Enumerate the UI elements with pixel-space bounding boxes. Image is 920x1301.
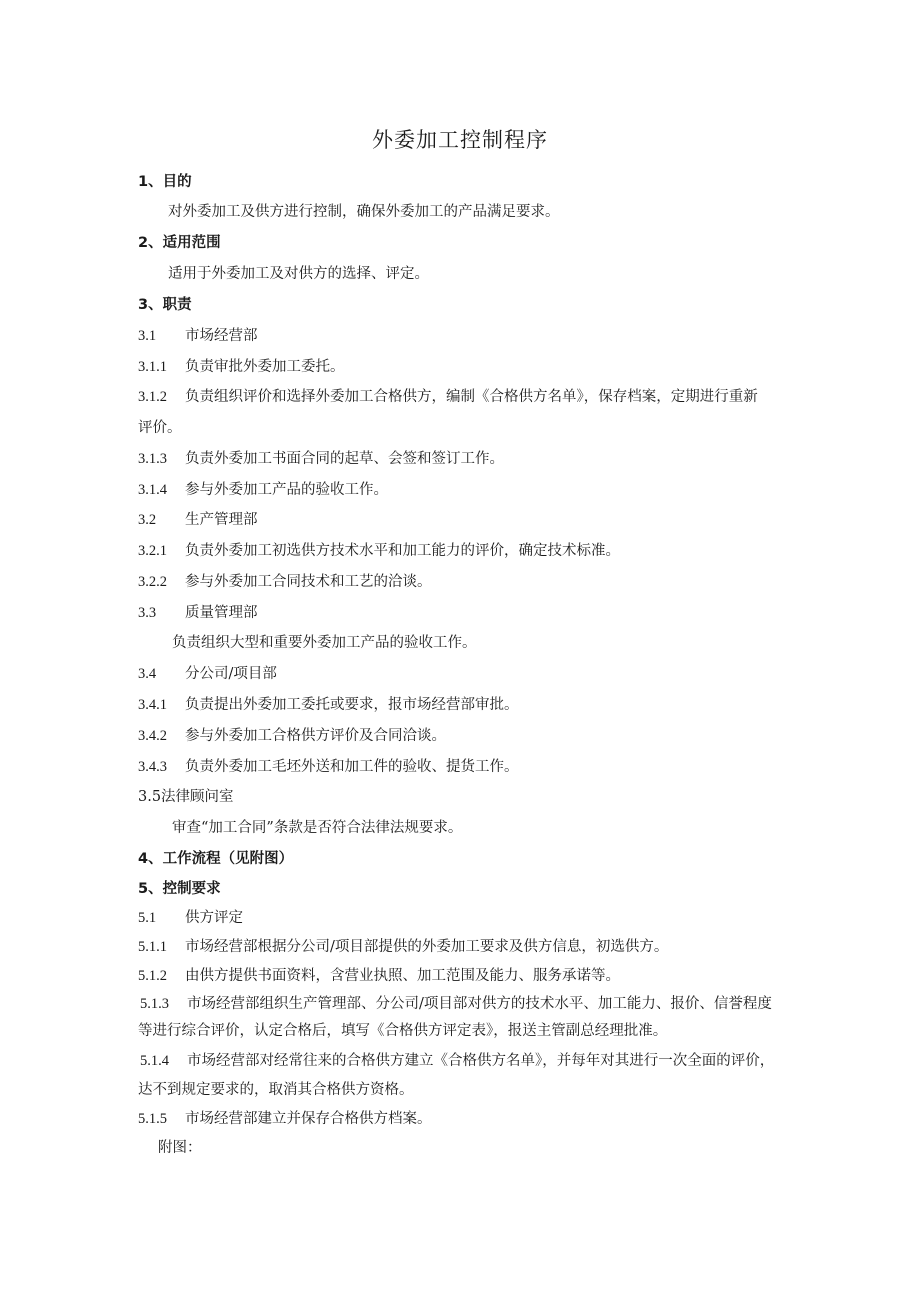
- item-3-1-3: [138, 449, 504, 469]
- item-5-1-2: [138, 966, 620, 986]
- item-number: 5.1.2: [138, 968, 167, 984]
- item-number: 3.1: [138, 328, 157, 344]
- item-text: 市场经营部: [185, 328, 258, 344]
- section-2-body: 适用于外委加工及对供方的选择、评定。: [168, 266, 429, 282]
- item-text: 市场经营部组织生产管理部、分公司/项目部对供方的技术水平、加工能力、报价、信誉程度: [187, 996, 772, 1012]
- item-3-1-2-continued: 评价。: [138, 420, 182, 436]
- item-3-5-body: 审查“加工合同”条款是否符合法律法规要求。: [172, 820, 463, 836]
- item-5-1-4-continued: 达不到规定要求的，取消其合格供方资格。: [138, 1082, 414, 1098]
- section-3-heading: 3、职责: [138, 297, 192, 313]
- item-3-3-body: 负责组织大型和重要外委加工产品的验收工作。: [172, 635, 477, 651]
- item-5-1-3-continued: 等进行综合评价，认定合格后，填写《合格供方评定表》，报送主管副总经理批准。: [138, 1023, 668, 1039]
- item-5-1-3: [140, 994, 772, 1014]
- item-number: 3.4: [138, 666, 157, 682]
- item-3-5: 3.5法律顾问室: [138, 789, 234, 805]
- item-3-1-2: [138, 387, 758, 407]
- item-text: 市场经营部根据分公司/项目部提供的外委加工要求及供方信息，初选供方。: [185, 939, 669, 955]
- item-5-1-4: [140, 1051, 774, 1071]
- item-number: 3.2.1: [138, 543, 167, 559]
- item-number: 3.4.2: [138, 728, 167, 744]
- item-number: 3.3: [138, 605, 157, 621]
- item-number: 3.4.3: [138, 759, 167, 775]
- item-3-4-1: [138, 695, 519, 715]
- document-title: 外委加工控制程序: [372, 128, 548, 152]
- item-text: 由供方提供书面资料，含营业执照、加工范围及能力、服务承诺等。: [185, 968, 620, 984]
- section-2-heading: 2、适用范围: [138, 235, 221, 251]
- item-3-2-2: [138, 572, 432, 592]
- item-text: 负责审批外委加工委托。: [185, 359, 345, 375]
- item-3-1-4: [138, 480, 388, 500]
- item-number: 3.1.2: [138, 389, 167, 405]
- item-text: 负责外委加工初选供方技术水平和加工能力的评价，确定技术标准。: [185, 543, 620, 559]
- item-3-4-3: [138, 757, 519, 777]
- item-3-1: [138, 326, 258, 346]
- item-5-1-1: [138, 937, 668, 957]
- item-text: 分公司/项目部: [185, 666, 277, 682]
- item-3-2: [138, 510, 258, 530]
- item-text: 市场经营部建立并保存合格供方档案。: [185, 1111, 432, 1127]
- item-text: 参与外委加工产品的验收工作。: [185, 482, 388, 498]
- item-number: 3.2: [138, 512, 157, 528]
- item-3-4: [138, 664, 277, 684]
- item-number: 5.1.1: [138, 939, 167, 955]
- item-3-3: [138, 603, 258, 623]
- item-text: 负责外委加工书面合同的起草、会签和签订工作。: [185, 451, 504, 467]
- item-text: 参与外委加工合格供方评价及合同洽谈。: [185, 728, 446, 744]
- item-3-4-2: [138, 726, 446, 746]
- section-4-heading: 4、工作流程（见附图）: [138, 851, 294, 867]
- section-1-body: 对外委加工及供方进行控制，确保外委加工的产品满足要求。: [168, 204, 560, 220]
- item-number: 5.1.3: [140, 996, 169, 1012]
- item-number: 3.1.4: [138, 482, 167, 498]
- section-5-heading: 5、控制要求: [138, 881, 221, 897]
- appendix-label: 附图：: [158, 1140, 202, 1156]
- item-text: 供方评定: [185, 910, 243, 926]
- item-5-1: [138, 908, 243, 928]
- item-text: 市场经营部对经常往来的合格供方建立《合格供方名单》，并每年对其进行一次全面的评价，: [187, 1053, 775, 1069]
- item-number: 3.1.1: [138, 359, 167, 375]
- item-number: 5.1: [138, 910, 157, 926]
- item-text: 质量管理部: [185, 605, 258, 621]
- item-text: 负责提出外委加工委托或要求，报市场经营部审批。: [185, 697, 519, 713]
- item-number: 3.4.1: [138, 697, 167, 713]
- item-text: 参与外委加工合同技术和工艺的洽谈。: [185, 574, 432, 590]
- item-5-1-5: [138, 1109, 432, 1129]
- item-number: 5.1.5: [138, 1111, 167, 1127]
- item-text: 负责外委加工毛坯外送和加工件的验收、提货工作。: [185, 759, 519, 775]
- item-text: 生产管理部: [185, 512, 258, 528]
- item-text: 负责组织评价和选择外委加工合格供方，编制《合格供方名单》，保存档案，定期进行重新: [185, 389, 758, 405]
- item-number: 3.2.2: [138, 574, 167, 590]
- item-3-1-1: [138, 357, 345, 377]
- item-3-2-1: [138, 541, 620, 561]
- item-number: 5.1.4: [140, 1053, 169, 1069]
- section-1-heading: 1、目的: [138, 174, 192, 190]
- item-number: 3.1.3: [138, 451, 167, 467]
